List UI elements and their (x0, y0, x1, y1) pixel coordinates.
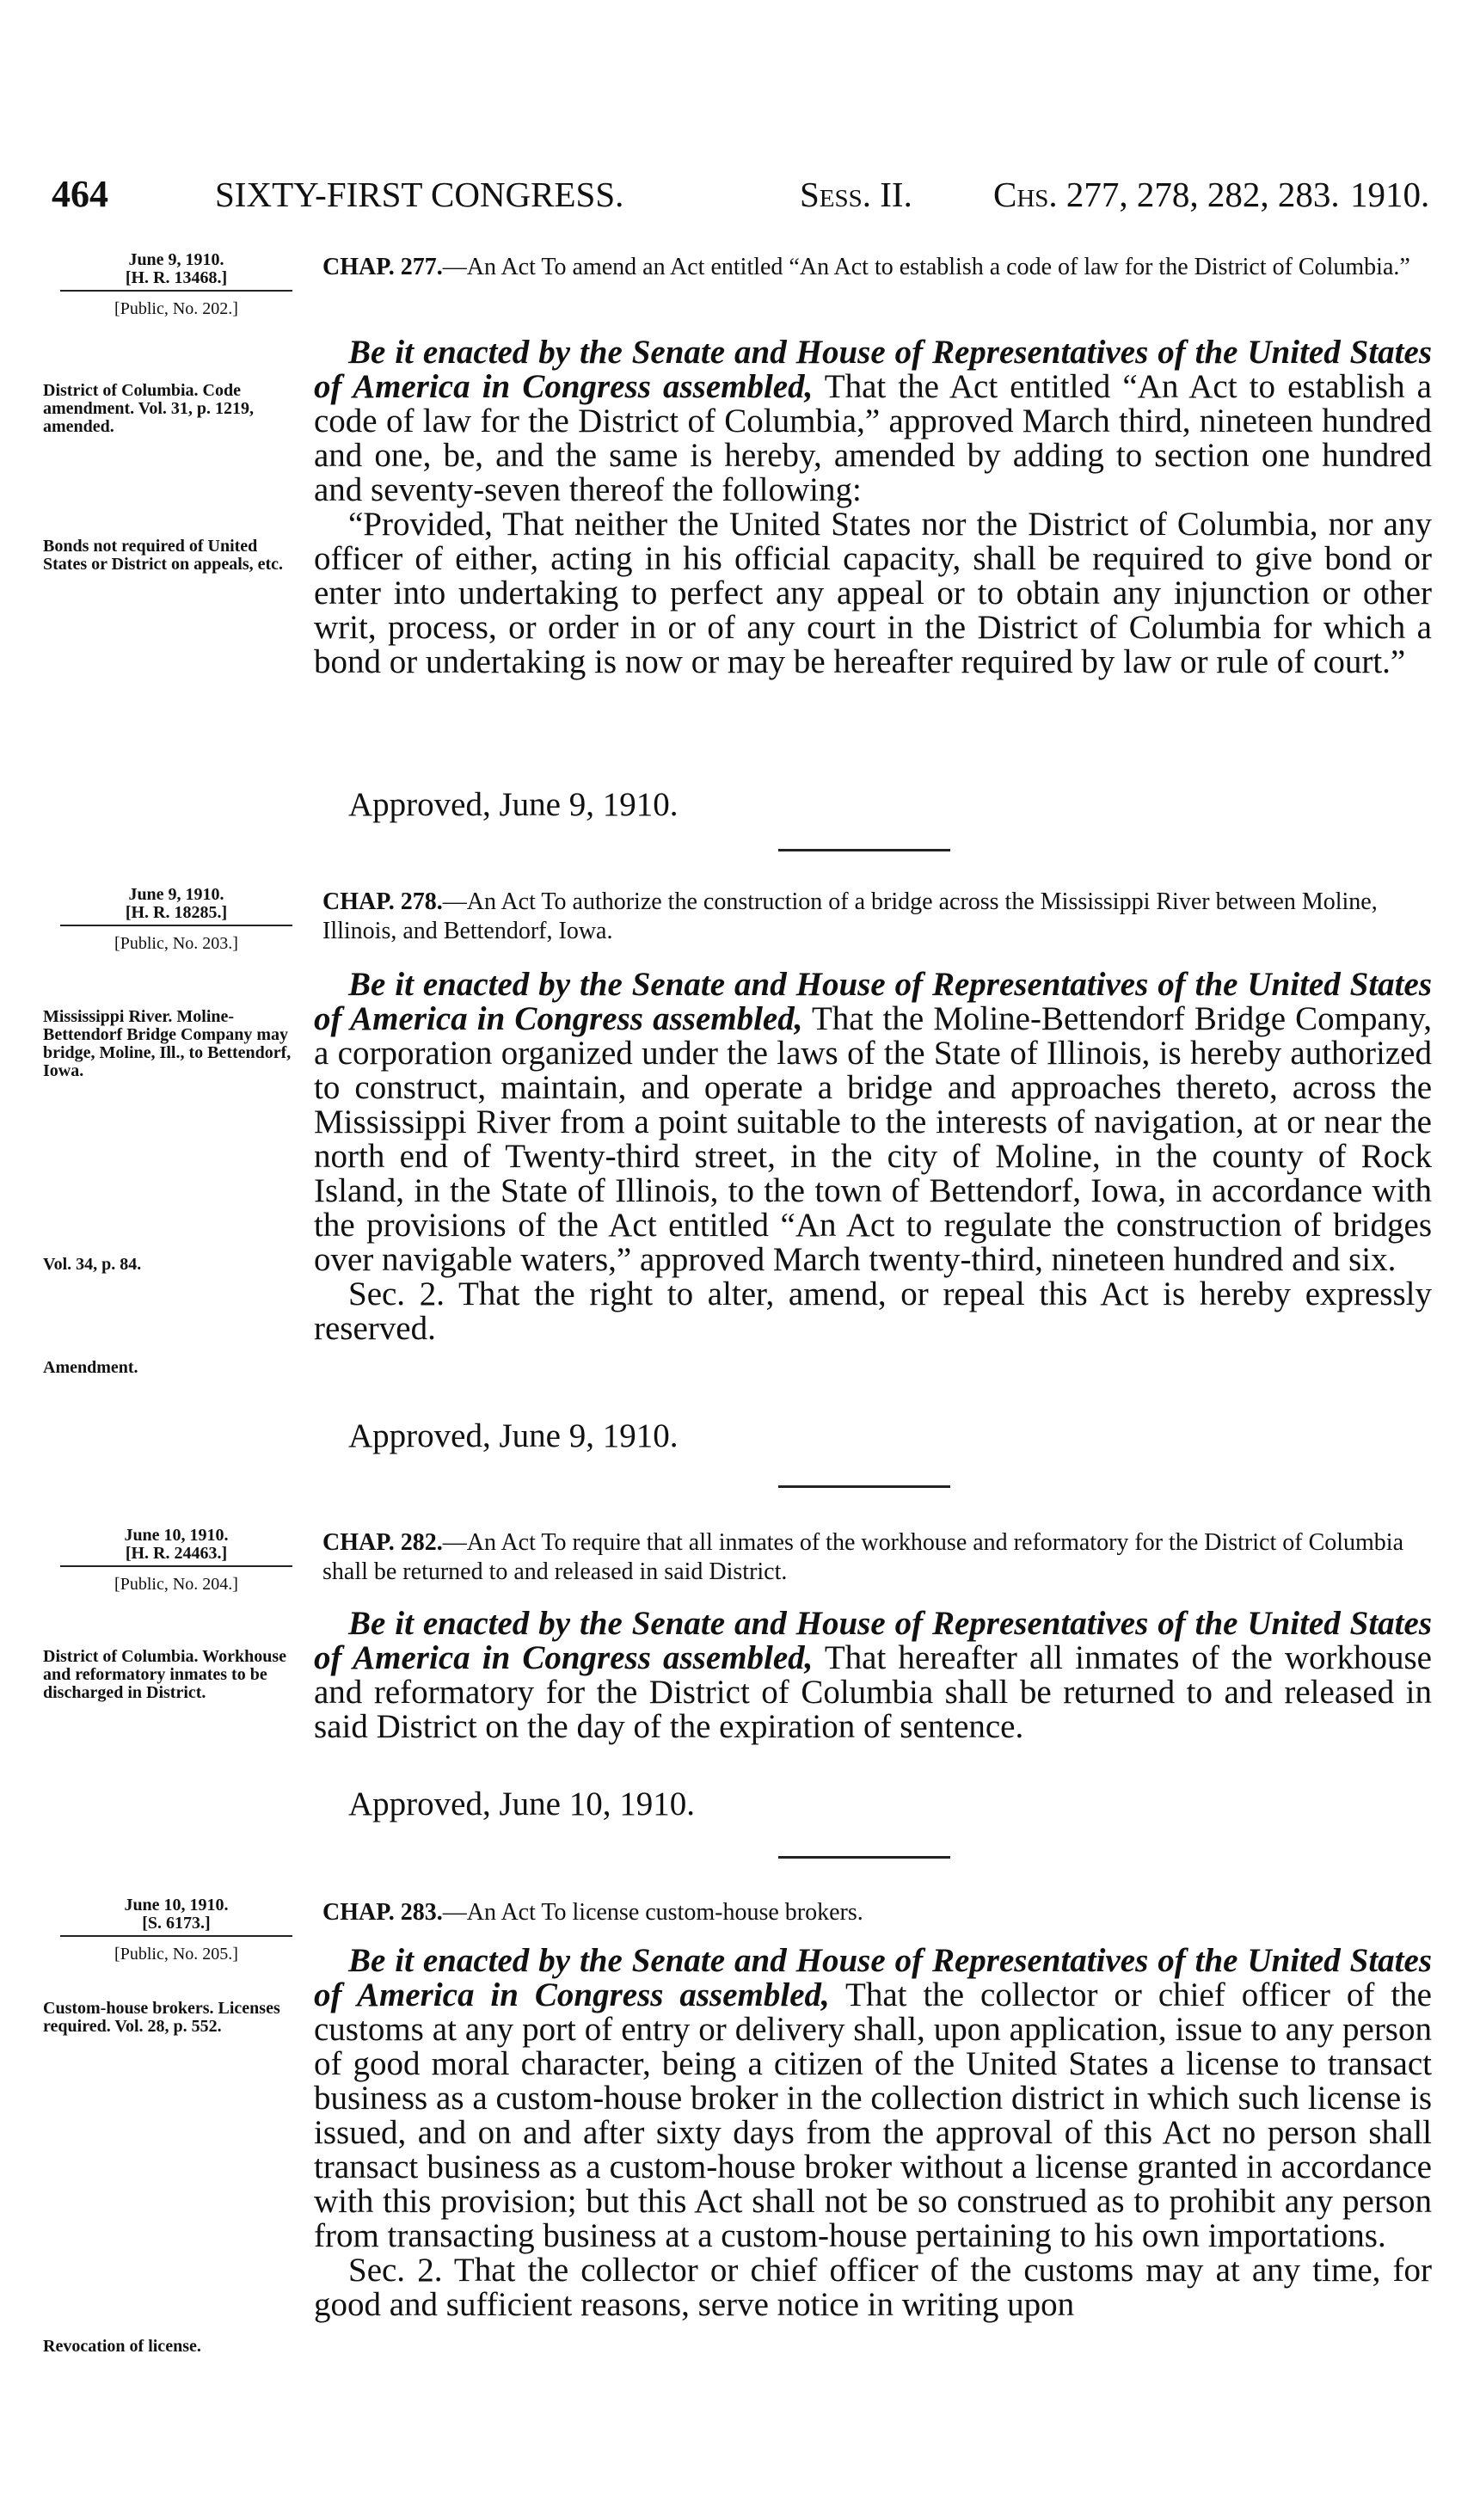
sidenote: District of Columbia. Workhouse and reformatory inmates to be discharged in District. (43, 1647, 286, 1702)
chapter-heading-282 (322, 1528, 1432, 1587)
chapter-heading-283 (322, 1898, 1432, 1927)
body-paragraph: That the Act entitled “An Act to establish a code of law for the District of Columbia,” approved March third, nineteen hundred and one, be, and the same is hereby, amended by adding to section one hundred and seventy-seven thereof the following: (314, 368, 1432, 508)
body-paragraph: Sec. 2. That the right to alter, amend, or repeal this Act is hereby expressly reserved. (314, 1275, 1432, 1347)
page-number: 464 (52, 173, 108, 215)
header-congress: SIXTY-FIRST CONGRESS. (215, 175, 624, 214)
section-separator (778, 849, 950, 851)
sidenote: Revocation of license. (43, 2337, 201, 2356)
chapter-label: CHAP. 282. (322, 1529, 443, 1556)
approved-line: Approved, June 9, 1910. (348, 786, 679, 823)
chapter-title: —An Act To amend an Act entitled “An Act to establish a code of law for the District of Columbia.” (442, 254, 1410, 280)
chapter-body-278 (314, 968, 1432, 1346)
margin-date: June 9, 1910. (128, 250, 224, 269)
chapter-title: —An Act To require that all inmates of the workhouse and reformatory for the District of Columbia shall be returned to and released in said District. (322, 1529, 1404, 1585)
chapter-title: —An Act To authorize the construction of a bridge across the Mississippi River between Moline, Illinois, and Bettendorf, Iowa. (322, 888, 1378, 944)
chapter-label: CHAP. 277. (322, 254, 443, 280)
margin-public-law: [Public, No. 203.] (114, 934, 238, 953)
margin-date-block-282 (47, 1527, 305, 1594)
chapter-body-283 (314, 1944, 1432, 2322)
section-separator (778, 1485, 950, 1488)
margin-rule (60, 925, 292, 926)
chapter-body-277 (314, 335, 1432, 679)
body-paragraph: “Provided, That neither the United States nor the District of Columbia, nor any officer of either, acting in his official capacity, shall be required to give bond or enter into undertaking to perfect any appeal or to obtain any injunction or other writ, process, or order in or of any court in the District of Columbia for which a bond or undertaking is now or may be hereafter required by law or rule of court.” (314, 506, 1432, 680)
margin-date-block-277 (47, 251, 305, 318)
margin-bill: [H. R. 24463.] (125, 1544, 228, 1563)
margin-public-law: [Public, No. 202.] (114, 299, 238, 318)
chapter-label: CHAP. 283. (322, 1899, 443, 1926)
margin-public-law: [Public, No. 205.] (114, 1945, 238, 1964)
margin-rule (60, 1935, 292, 1937)
body-paragraph: That the Moline-Bettendorf Bridge Company, a corporation organized under the laws of the State of Illinois, is hereby authorized to construct, maintain, and operate a bridge and approaches thereto, across the Mississippi River from a point suitable to the interests of navigation, at or near the north end of Twenty-third street, in the city of Moline, in the county of Rock Island, in the State of Illinois, to the town of Bettendorf, Iowa, in accordance with the provisions of the Act entitled “An Act to regulate the construction of bridges over navigable waters,” approved March twenty-third, nineteen hundred and six. (314, 1000, 1433, 1278)
sidenote: District of Columbia. Code amendment. Vol. 31, p. 1219, amended. (43, 381, 255, 436)
running-header (52, 169, 1436, 220)
approved-line: Approved, June 10, 1910. (348, 1786, 695, 1822)
section-separator (778, 1856, 950, 1859)
sidenote: Bonds not required of United States or District on appeals, etc. (43, 537, 284, 574)
margin-date: June 10, 1910. (124, 1896, 229, 1915)
margin-date: June 9, 1910. (128, 885, 224, 904)
enacting-clause: Be it enacted by the Senate and House of Representatives of the United States of America in Congress assembled, (314, 966, 1432, 1037)
margin-date-block-283 (47, 1896, 305, 1964)
header-chapters: Chs. 277, 278, 282, 283. (993, 175, 1340, 214)
chapter-heading-277 (322, 253, 1432, 282)
enacting-clause: Be it enacted by the Senate and House of Representatives of the United States of America in Congress assembled, (314, 334, 1432, 405)
margin-bill: [H. R. 13468.] (125, 268, 228, 287)
header-year: 1910. (1350, 175, 1430, 214)
margin-bill: [H. R. 18285.] (125, 903, 228, 922)
sidenote: Custom-house brokers. Licenses required. Vol. 28, p. 552. (43, 1999, 280, 2036)
header-session: Sess. II. (800, 175, 912, 214)
margin-rule (60, 1565, 292, 1567)
sidenote: Mississippi River. Moline-Bettendorf Bridge Company may bridge, Moline, Ill., to Bettendorf, Iowa. (43, 1007, 292, 1080)
approved-line: Approved, June 9, 1910. (348, 1417, 679, 1454)
sidenote: Vol. 34, p. 84. (43, 1255, 142, 1274)
chapter-title: —An Act To license custom-house brokers. (442, 1899, 863, 1926)
body-paragraph: Sec. 2. That the collector or chief officer of the customs may at any time, for good and sufficient reasons, serve notice in writing upon (314, 2252, 1432, 2323)
enacting-clause: Be it enacted by the Senate and House of Representatives of the United States of America in Congress assembled, (314, 1942, 1432, 2013)
margin-public-law: [Public, No. 204.] (114, 1575, 238, 1594)
body-paragraph: That hereafter all inmates of the workhouse and reformatory for the District of Columbia shall be returned to and released in said District on the day of the expiration of sentence. (314, 1639, 1432, 1745)
chapter-heading-278 (322, 888, 1432, 946)
sidenote: Amendment. (43, 1358, 138, 1377)
enacting-clause: Be it enacted by the Senate and House of Representatives of the United States of America in Congress assembled, (314, 1605, 1432, 1676)
body-paragraph: That the collector or chief officer of the customs at any port of entry or delivery shall, upon application, issue to any person of good moral character, being a citizen of the United States a license to transact business as a custom-house broker in the collection district in which such license is issued, and on and after sixty days from the approval of this Act no person shall transact business as a custom-house broker without a license granted in accordance with this provision; but this Act shall not be so construed as to prohibit any person from transacting business at a custom-house pertaining to his own importations. (314, 1976, 1432, 2254)
chapter-label: CHAP. 278. (322, 888, 443, 915)
margin-rule (60, 290, 292, 292)
margin-date-block-278 (47, 886, 305, 953)
chapter-body-282 (314, 1607, 1432, 1744)
margin-date: June 10, 1910. (124, 1526, 229, 1545)
margin-bill: [S. 6173.] (142, 1914, 211, 1933)
